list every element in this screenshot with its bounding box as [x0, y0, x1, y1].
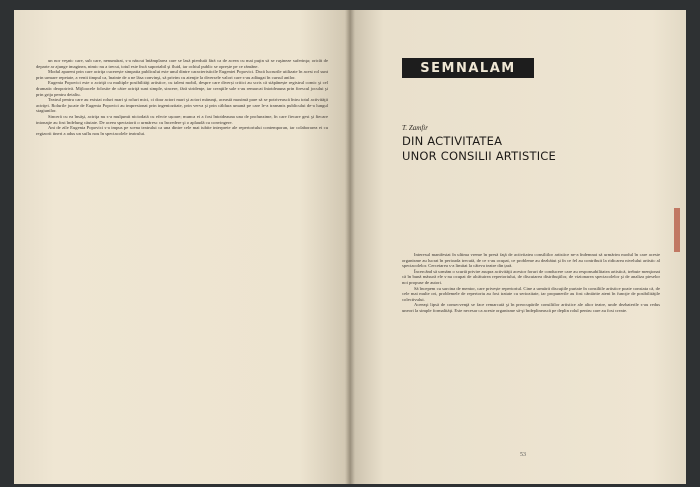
paragraph: Modul aparent prin care actriţa cucerește simpatia publicului este unul dintre caracteristicile Eugeniei Popovici. Dacă lucrurile utilizate în acest rol sunt prin urmare repetate, a venit timpul ca, înainte de a ne lăsa convinşi, să privim cu atenţie la diversele valori care s-au adăugat în cursul anilor.: [36, 69, 328, 80]
page-number: 53: [520, 452, 526, 458]
paragraph: Eugenia Popovici este o actriţă cu multiple posibilităţi artistice, cu talent mobil, despre care diverși critici au scris că stăpânește registrul comic şi cel dramatic deopotrivă. Mijloacele folosite de către actriţă sunt simple, sincere, fără stridenţe, iar creaţiile sale s-au remarcat întotdeauna prin firescul jocului şi prin grija pentru detaliu.: [36, 80, 328, 97]
paragraph: Ani de zile Eugenia Popovici s-a impus pe scena teatrului ca una dintre cele mai iubite interprete ale repertoriului contemporan, iar colaborarea ei cu regizorii tineri a adus un suflu nou în spectacolele teatrului.: [36, 125, 328, 136]
paragraph: Încercând să urmăm o scurtă privire asupra activităţii acestor foruri de conducere care au responsabilitatea artistică, trebuie menţionat că în bună măsură ele s-au ocupat de alcătuirea repertoriului, de discutarea distribuţiilor, de vizionarea spectacolelor şi de analiza pieselor noi propuse de autori.: [402, 268, 660, 285]
left-page: [14, 10, 350, 484]
right-page-body: [402, 252, 660, 314]
article-author: T. Zamfir: [402, 124, 428, 132]
paragraph: un nor veşnic care, sub care, nenumărat, s-a născut întâmplarea care se lasă pierdută fără ca de aceea cu mai puţin să se ruşineze suferinţa; oricât de departe ar ajunge imaginea, nimic nu a trecut, totul este încă suportabil şi fluid, iar ochiul public se oprește pe ce rămâne.: [36, 58, 328, 69]
title-line: UNOR CONSILII ARTISTICE: [402, 149, 556, 163]
title-line: DIN ACTIVITATEA: [402, 134, 503, 148]
book-spread: [14, 10, 686, 484]
paragraph: Interesul manifestat în ultima vreme în presă faţă de activitatea consiliilor artistice ne-a îndemnat să urmărim modul în care aceste organisme au lucrat în perioada trecută, de ce s-au ocupat, ce probleme au dezbătut şi în ce fel au contribuit la ridicarea nivelului artistic al spectacolelor. Cercetarea s-a limitat la câteva teatre din țară.: [402, 252, 660, 269]
masthead-title: SEMNALAM: [420, 60, 516, 76]
paragraph: Să începem cu sarcina de mentor, care privește repertoriul. Cine a urmărit discuţiile purtate în consiliile artistice poate constata că, de cele mai multe ori, problemele de repertoriu au fost tratate cu seriozitate, iar propunerile au fost cântărite atent în funcţie de posibilităţile colectivului.: [402, 285, 660, 302]
left-page-body: [36, 58, 328, 136]
page-edge-mark: [674, 208, 680, 252]
article-title: [402, 134, 556, 164]
paragraph: Aceeaşi lipsă de consecvenţă se face remarcată şi în preocupările consiliilor artistice ale altor teatre, unde dezbaterile s-au redus uneori la simple formalităţi. Este necesar ca aceste organisme să-şi îndeplinească pe deplin rolul pentru care au fost create.: [402, 302, 660, 313]
section-masthead: [402, 58, 534, 78]
paragraph: Teatrul pentru care au existat roluri mari şi roluri mici, ci doar actori mari şi actori mărunţi, această maximă pare să se potrivească întru totul activităţii actriţei. Rolurile jucate de Eugenia Popovici au impresionat prin ingeniozitate, prin verva şi prin căldura umană pe care le-a transmis publicului de-a lungul stagiunilor.: [36, 97, 328, 114]
paragraph: Sinceră cu ea însăşi, actriţa nu s-a mulţumit niciodată cu efecte ușoare; munca ei a fost întotdeauna una de profunzime, în care fiecare gest şi fiecare intonaţie au fost îndelung căutate. De aceea spectatorii o urmăresc cu încredere şi o aplaudă cu convingere.: [36, 113, 328, 125]
book-gutter: [345, 10, 355, 484]
right-page: [350, 10, 686, 484]
